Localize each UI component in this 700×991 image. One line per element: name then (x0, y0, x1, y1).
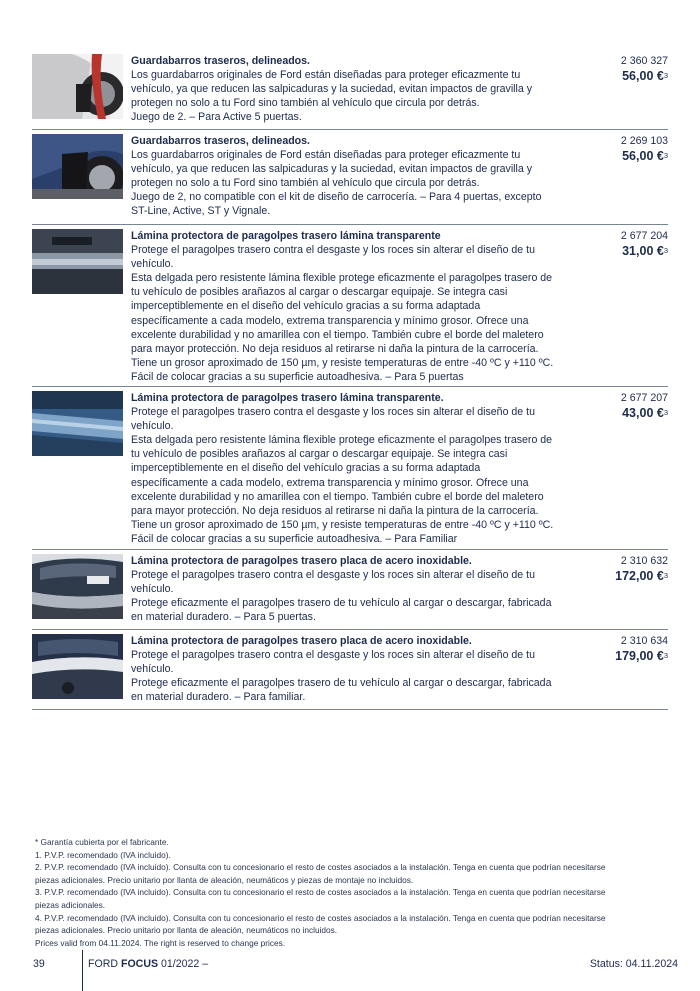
description-line: protegen no solo a tu Ford sino también al vehículo que circula por detrás. (131, 177, 480, 190)
description-line: vehículo, ya que reducen las salpicaduras y la suciedad, evitan impactos de gravilla y (131, 163, 533, 176)
price (576, 568, 668, 585)
product-row (32, 387, 668, 550)
description-line: en material duradero. – Para familiar. (131, 691, 306, 704)
footnote-line: 3. P.V.P. recomendado (IVA incluido). Consulta con tu concesionario el resto de costes asociados a la instalación. Tenga en cuenta que podrían necesitarse (35, 887, 606, 898)
description-line: Fácil de colocar gracias a su superficie autoadhesiva. – Para 5 puertas (131, 370, 464, 383)
description-line: vehículo. (131, 258, 174, 271)
description-line: excelente durabilidad y no amarillea con el tiempo. También cubre el borde del maletero (131, 490, 544, 503)
product-row (32, 550, 668, 630)
footnote-line: 2. P.V.P. recomendado (IVA incluido). Consulta con tu concesionario el resto de costes asociados a la instalación. Tenga en cuenta que podrían necesitarse (35, 862, 606, 873)
product-row (32, 130, 668, 225)
part-number: 2 677 204 (620, 230, 668, 242)
description-line: Los guardabarros originales de Ford están diseñadas para proteger eficazmente tu (131, 69, 521, 82)
brand-name: FORD (88, 958, 119, 970)
rear-mudflap-photo (32, 54, 123, 119)
footnote-ref: 3 (663, 571, 668, 581)
description-line: Protege eficazmente el paragolpes trasero de tu vehículo al cargar o descargar, fabricada (131, 597, 552, 610)
footnote-ref: 3 (663, 651, 668, 661)
description-line: Tiene un grosor aproximado de 150 µm, y resiste temperaturas de entre -40 ºC y +110 ºC. (131, 518, 554, 531)
footnotes (35, 836, 675, 949)
rear-mudflap-blue-photo (32, 134, 123, 199)
steel-plate-wagon-photo (32, 634, 123, 699)
product-description (131, 229, 576, 383)
edition: 01/2022 – (161, 958, 209, 970)
description-line: Protege el paragolpes trasero contra el desgaste y los roces sin alterar el diseño de tu (131, 406, 535, 419)
description-line: vehículo, ya que reducen las salpicaduras y la suciedad, evitan impactos de gravilla y (131, 83, 533, 96)
footnote-ref: 3 (663, 71, 668, 81)
footnote-line: piezas adicionales. (35, 899, 106, 910)
product-row (32, 630, 668, 710)
description-line: Fácil de colocar gracias a su superficie autoadhesiva. – Para Familiar (131, 532, 458, 545)
description-line: específicamente a cada modelo, extrema transparencia y mínimo grosor. Ofrece una (131, 476, 529, 489)
footnote-line: piezas adicionales. Precio unitario por llanta de aleación, neumáticos y piezas de montaje no incluidos. (35, 874, 414, 885)
part-number: 2 677 207 (620, 392, 668, 404)
price (576, 148, 668, 165)
footnote-line: 1. P.V.P. recomendado (IVA incluido). (35, 849, 171, 860)
description-line: imperceptiblemente en el diseño del vehículo gracias a su forma adaptada (131, 300, 481, 313)
model-name: FOCUS (120, 958, 159, 970)
page-footer (0, 950, 700, 991)
product-title: Guardabarros traseros, delineados. (131, 135, 310, 147)
part-number: 2 269 103 (620, 135, 668, 147)
page-number: 39 (33, 958, 45, 970)
price-value: 172,00 € (615, 569, 664, 584)
footnote-line: 4. P.V.P. recomendado (IVA incluido). Consulta con tu concesionario el resto de costes asociados a la instalación. Tenga en cuenta que podrían necesitarse (35, 912, 606, 923)
description-line: vehículo. (131, 420, 174, 433)
price-value: 31,00 € (622, 244, 664, 259)
price-value: 56,00 € (622, 69, 664, 84)
footnote-line: Prices valid from 04.11.2024. The right is reserved to change prices. (35, 937, 286, 948)
description-line: en material duradero. – Para 5 puertas. (131, 611, 316, 624)
price-column (576, 54, 668, 126)
product-row (32, 50, 668, 130)
footnote-line: piezas adicionales. Precio unitario por llanta de aleación, neumáticos no incluidos. (35, 925, 338, 936)
product-list (32, 50, 668, 710)
description-line: Protege eficazmente el paragolpes trasero de tu vehículo al cargar o descargar, fabricada (131, 677, 552, 690)
description-line: imperceptiblemente en el diseño del vehículo gracias a su forma adaptada (131, 462, 481, 475)
footnote-line: * Garantía cubierta por el fabricante. (35, 837, 169, 847)
product-title: Lámina protectora de paragolpes trasero placa de acero inoxidable. (131, 555, 472, 567)
description-line: tu vehículo de posibles arañazos al cargar o descargar equipaje. Se integra casi (131, 286, 508, 299)
description-line: para mayor protección. No deja residuos al retirarse ni daña la pintura de la carrocería. (131, 504, 539, 517)
status-date: Status: 04.11.2024 (589, 958, 678, 970)
price-column (576, 554, 668, 626)
product-title: Guardabarros traseros, delineados. (131, 55, 310, 67)
product-title: Lámina protectora de paragolpes trasero lámina transparente (131, 230, 441, 242)
steel-plate-photo (32, 554, 123, 619)
product-row (32, 225, 668, 387)
product-description (131, 134, 576, 221)
part-number: 2 360 327 (620, 55, 668, 67)
bumper-film-photo (32, 229, 123, 294)
description-line: vehículo. (131, 583, 174, 596)
description-line: tu vehículo de posibles arañazos al cargar o descargar equipaje. Se integra casi (131, 448, 508, 461)
description-line: vehículo. (131, 663, 174, 676)
price-column (576, 634, 668, 706)
description-line: protegen no solo a tu Ford sino también al vehículo que circula por detrás. (131, 97, 480, 110)
description-line: Protege el paragolpes trasero contra el desgaste y los roces sin alterar el diseño de tu (131, 569, 535, 582)
product-description (131, 391, 576, 546)
price (576, 648, 668, 665)
description-line: Juego de 2, no compatible con el kit de diseño de carrocería. – Para 4 puertas, excepto (131, 191, 542, 204)
price (576, 68, 668, 85)
footnote-ref: 3 (663, 151, 668, 161)
price (576, 405, 668, 422)
brand-line (88, 958, 208, 970)
part-number: 2 310 634 (620, 635, 668, 647)
footnote-ref: 3 (663, 246, 668, 256)
bumper-film-wagon-photo (32, 391, 123, 456)
description-line: excelente durabilidad y no amarillea con el tiempo. También cubre el borde del maletero (131, 328, 544, 341)
footer-divider (82, 950, 83, 991)
description-line: Juego de 2. – Para Active 5 puertas. (131, 111, 302, 124)
part-number: 2 310 632 (620, 555, 668, 567)
price-value: 43,00 € (622, 406, 664, 421)
description-line: Protege el paragolpes trasero contra el desgaste y los roces sin alterar el diseño de tu (131, 649, 535, 662)
description-line: específicamente a cada modelo, extrema transparencia y mínimo grosor. Ofrece una (131, 314, 529, 327)
description-line: Protege el paragolpes trasero contra el desgaste y los roces sin alterar el diseño de tu (131, 244, 535, 257)
description-line: Esta delgada pero resistente lámina flexible protege eficazmente el paragolpes trasero de (131, 272, 553, 285)
description-line: Los guardabarros originales de Ford están diseñadas para proteger eficazmente tu (131, 149, 521, 162)
product-description (131, 54, 576, 126)
product-description (131, 554, 576, 626)
product-title: Lámina protectora de paragolpes trasero lámina transparente. (131, 392, 444, 404)
description-line: Esta delgada pero resistente lámina flexible protege eficazmente el paragolpes trasero de (131, 434, 553, 447)
footnote-ref: 3 (663, 408, 668, 418)
price-column (576, 391, 668, 546)
price-value: 179,00 € (615, 649, 664, 664)
price-column (576, 229, 668, 383)
description-line: para mayor protección. No deja residuos al retirarse ni daña la pintura de la carrocería. (131, 342, 539, 355)
description-line: Tiene un grosor aproximado de 150 µm, y resiste temperaturas de entre -40 ºC y +110 ºC. (131, 356, 554, 369)
product-title: Lámina protectora de paragolpes trasero placa de acero inoxidable. (131, 635, 472, 647)
description-line: ST-Line, Active, ST y Vignale. (131, 205, 271, 218)
product-description (131, 634, 576, 706)
price (576, 243, 668, 260)
price-value: 56,00 € (622, 149, 664, 164)
price-column (576, 134, 668, 221)
